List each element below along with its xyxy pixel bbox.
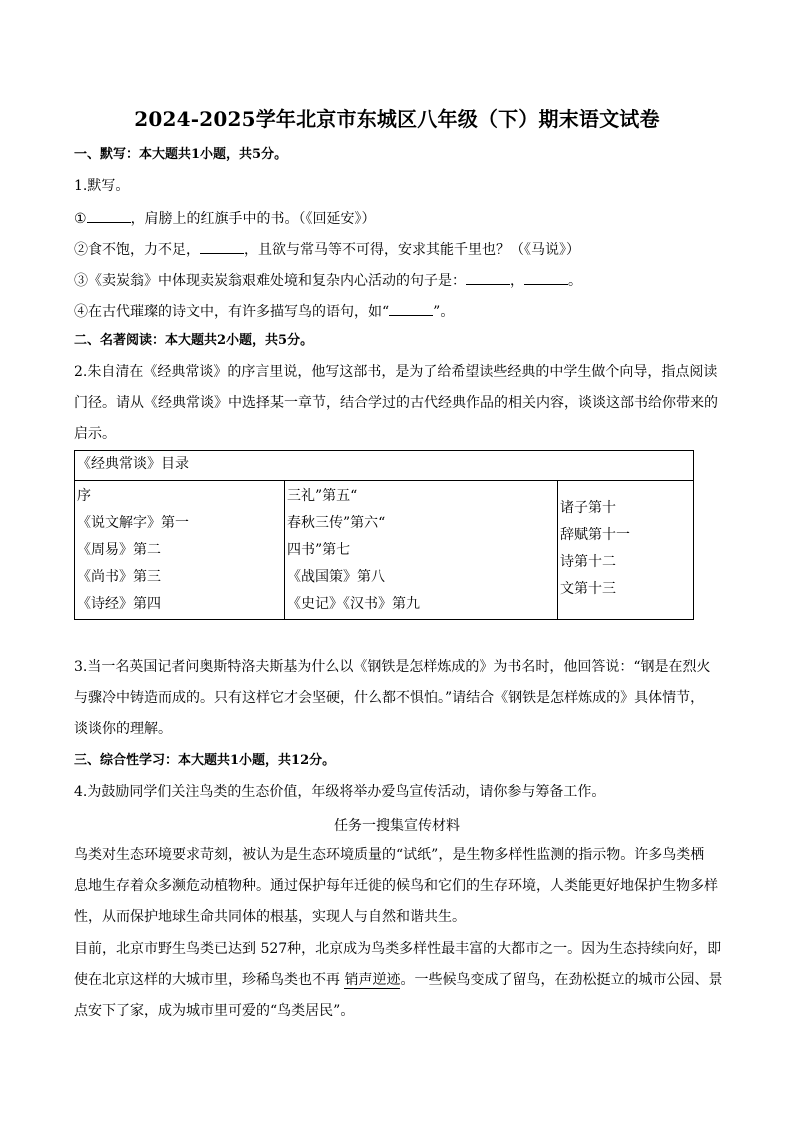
question-1-label: 1.默写。 (74, 178, 130, 194)
answer-blank (466, 270, 510, 285)
item-text: ④在古代璀璨的诗文中，有许多描写鸟的语句，如“ (74, 304, 390, 320)
item-text: ，肩膀上的红旗手中的书。（《回延安》） (130, 211, 376, 227)
page-title: 2024-2025学年北京市东城区八年级（下）期末语文试卷 (134, 107, 660, 131)
paragraph-1-line-3: 性，从而保护地球生命共同体的根基，实现人与自然和谐共生。 (74, 909, 466, 925)
table-cell: 四书”第七 (287, 542, 351, 558)
section-heading-2: 二、名著阅读：本大题共2小题，共5分。 (74, 333, 314, 348)
paragraph-text: 。一些候鸟变成了留鸟，在劲松挺立的城市公园、景 (400, 972, 723, 988)
table-cell: 春秋三传”第六“ (287, 515, 386, 531)
question-1-item-1 (74, 208, 376, 228)
table-header: 《经典常谈》目录 (75, 451, 693, 481)
table-of-contents (74, 450, 694, 620)
paragraph-text: 使在北京这样的大城市里，珍稀鸟类也不再 (74, 972, 345, 988)
table-cell: 辞赋第十一 (560, 527, 630, 543)
question-3-line-1: 3.当一名英国记者问奥斯特洛夫斯基为什么以《钢铁是怎样炼成的》为书名时，他回答说：“钢是在烈火 (74, 659, 711, 675)
item-text: ， (510, 273, 524, 289)
item-text: ②食不饱，力不足， (74, 242, 200, 258)
table-cell: 《说文解字》第一 (77, 515, 189, 531)
underlined-phrase: 销声逆迹 (344, 972, 401, 988)
question-3-line-3: 谈谈你的理解。 (74, 721, 172, 737)
table-column-2 (285, 481, 558, 619)
table-cell: 序 (77, 488, 91, 504)
table-cell: 《尚书》第三 (77, 569, 161, 585)
question-2-line-2: 门径。请从《经典常谈》中选择某一章节，结合学过的古代经典作品的相关内容，谈谈这部书给你带来的 (74, 395, 718, 411)
question-4-intro: 4.为鼓励同学们关注鸟类的生态价值，年级将举办爱鸟宣传活动，请你参与筹备工作。 (74, 784, 606, 800)
question-1-item-3 (74, 270, 582, 290)
table-cell: 诸子第十 (560, 500, 616, 516)
table-cell: 文第十三 (560, 581, 616, 597)
table-cell: 《周易》第二 (77, 542, 161, 558)
item-text: ，且欲与常马等不可得，安求其能千里也？（《马说》） (244, 242, 580, 258)
table-cell: 三礼”第五“ (287, 488, 358, 504)
section-heading-3: 三、综合性学习：本大题共1小题，共12分。 (74, 753, 336, 768)
answer-blank (524, 270, 568, 285)
table-column-1 (75, 481, 285, 619)
paragraph-2-line-3: 点安下了家，成为城市里可爱的“鸟类居民”。 (74, 1003, 355, 1019)
paragraph-1-line-1: 鸟类对生态环境要求苛刻，被认为是生态环境质量的“试纸”，是生物多样性监测的指示物。许多鸟类栖 (74, 847, 705, 863)
section-heading-1: 一、默写：本大题共1小题，共5分。 (74, 147, 288, 162)
question-1-item-2 (74, 239, 580, 259)
paragraph-1-line-2: 息地生存着众多濒危动植物种。通过保护每年迁徙的候鸟和它们的生存环境，人类能更好地保护生物多样 (74, 878, 718, 894)
answer-blank (200, 239, 244, 254)
task-title: 任务一搜集宣传材料 (334, 818, 460, 834)
item-text: 。 (568, 273, 582, 289)
answer-blank (389, 301, 433, 316)
question-2-line-3: 启示。 (74, 426, 116, 442)
question-2-line-1: 2.朱自清在《经典常谈》的序言里说，他写这部书，是为了给希望读些经典的中学生做个向导，指点阅读 (74, 364, 718, 380)
answer-blank (87, 208, 131, 223)
table-column-3 (558, 481, 693, 619)
table-cell: 《史记》《汉书》第九 (287, 596, 420, 612)
item-text: ”。 (433, 304, 455, 320)
paragraph-2-line-1: 目前，北京市野生鸟类已达到 527种，北京成为鸟类多样性最丰富的大都市之一。因为生态持续向好，即 (74, 941, 722, 957)
item-text: ③《卖炭翁》中体现卖炭翁艰难处境和复杂内心活动的句子是： (74, 273, 466, 289)
table-cell: 诗第十二 (560, 554, 616, 570)
table-cell: 《诗经》第四 (77, 596, 161, 612)
item-text: ① (74, 211, 87, 227)
paragraph-2-line-2 (74, 971, 722, 989)
table-cell: 《战国策》第八 (287, 569, 385, 585)
question-1-item-4 (74, 301, 454, 321)
question-3-line-2: 与骤冷中铸造而成的。只有这样它才会坚硬，什么都不惧怕。”请结合《钢铁是怎样炼成的》具体情节， (74, 690, 705, 706)
